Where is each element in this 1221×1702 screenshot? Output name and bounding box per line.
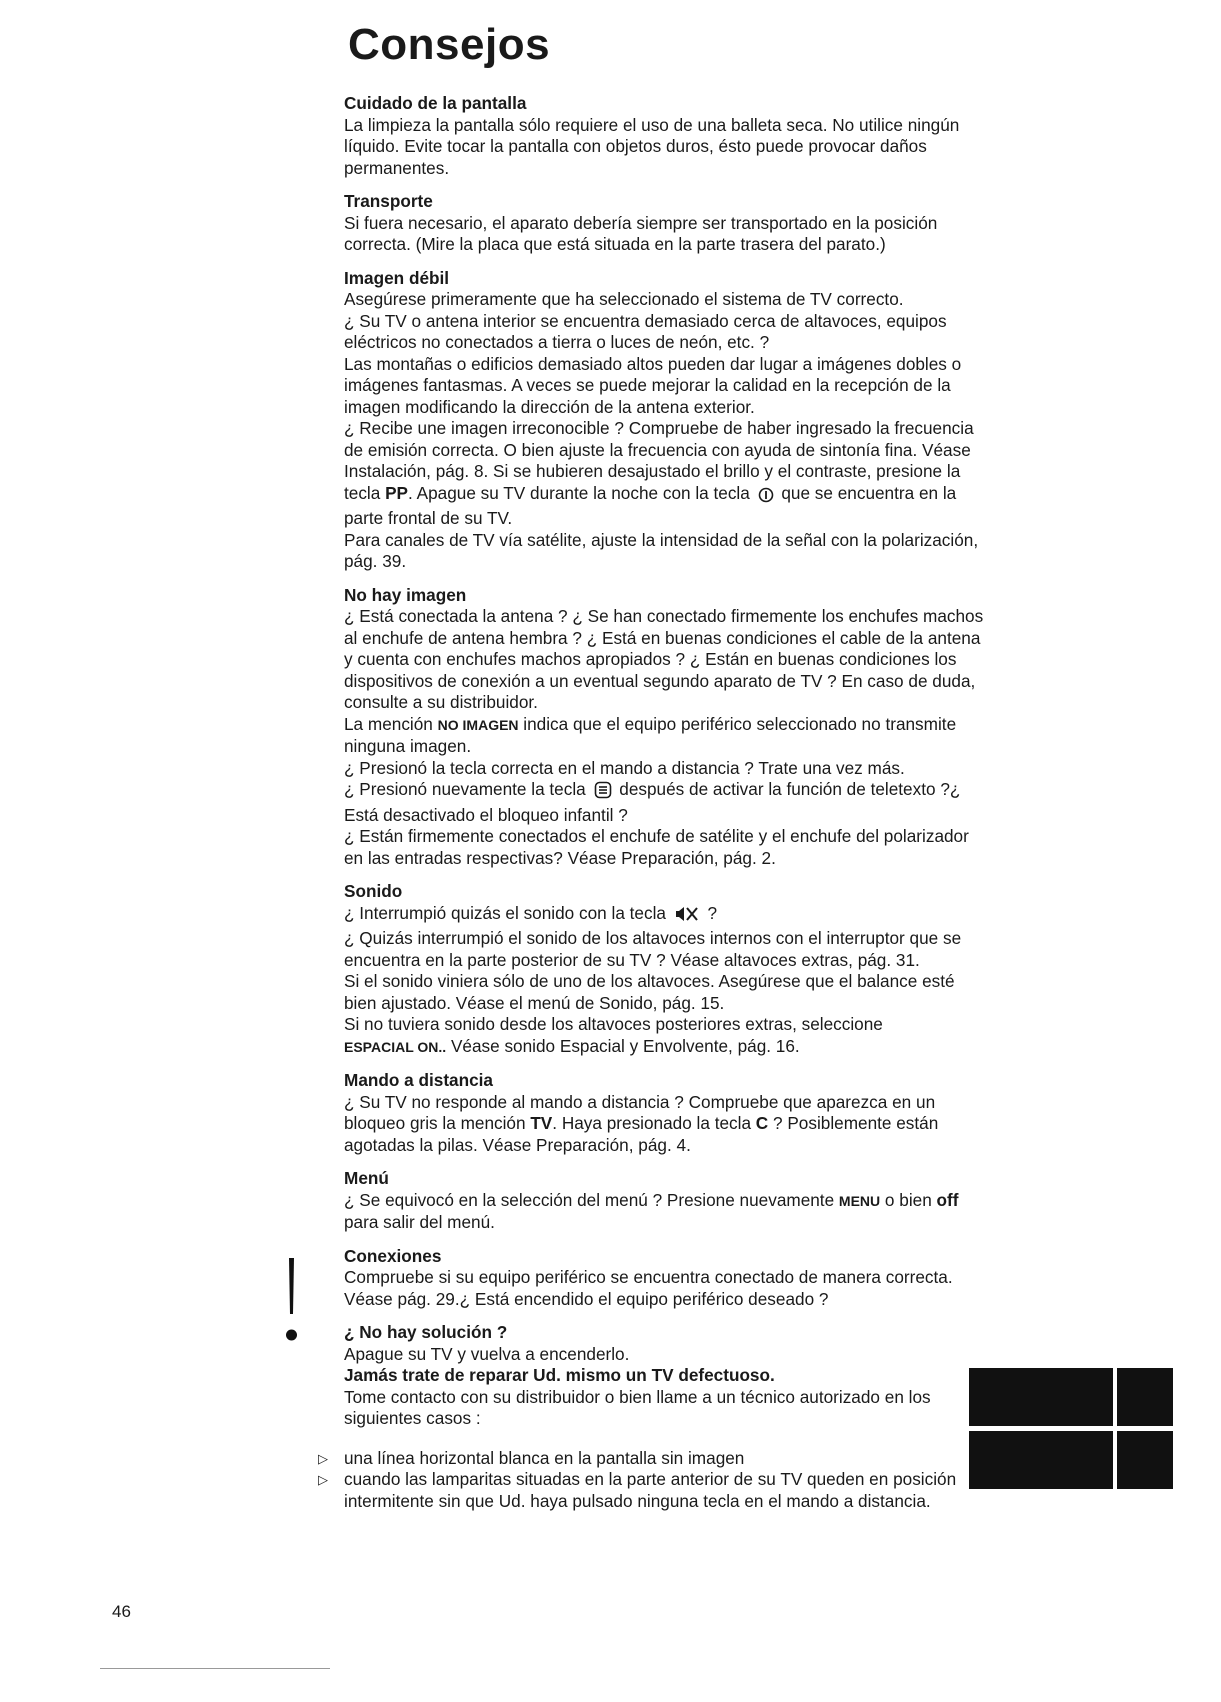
text-run: que se encuentra en la parte frontal de su TV. — [344, 482, 957, 528]
list-item-text: cuando las lamparitas situadas en la parte anterior de su TV queden en posición intermitente sin que Ud. haya pulsado ninguna tecla en el mando a distancia. — [344, 1469, 957, 1511]
section-text — [344, 1190, 984, 1234]
section-weak-image — [344, 268, 984, 573]
section-remote-control — [344, 1070, 984, 1156]
text-run: para salir del menú. — [344, 1212, 495, 1232]
text-run: o bien — [880, 1189, 937, 1210]
warning-text: Jamás trate de reparar Ud. mismo un TV defectuoso. — [344, 1365, 775, 1385]
section-no-image — [344, 585, 984, 870]
mute-icon — [674, 905, 700, 929]
section-heading: Imagen débil — [344, 267, 450, 288]
section-text — [344, 903, 984, 929]
text-run: ? Posiblemente están agotadas la pilas. Véase Preparación, pág. 4. — [344, 1113, 939, 1155]
section-tab-marker — [969, 1368, 1177, 1491]
menu-key-label: MENU — [838, 1192, 881, 1209]
exclamation-icon — [282, 1258, 302, 1347]
tips-content — [318, 93, 984, 1512]
bullet-list — [318, 1448, 984, 1513]
text-run: ¿ Se equivocó en la selección del menú ? Presione nuevamente — [344, 1189, 839, 1210]
section-no-solution — [344, 1322, 984, 1430]
c-key-label: C — [755, 1113, 769, 1133]
section-text — [344, 714, 984, 758]
section-text: ¿ Su TV o antena interior se encuentra demasiado cerca de altavoces, equipos eléctricos no conectados a tierra o luces de neón, etc. ? — [344, 310, 947, 352]
section-text: Para canales de TV vía satélite, ajuste la intensidad de la señal con la polarización, pág. 39. — [344, 529, 979, 571]
section-text — [344, 1036, 984, 1059]
section-heading: Menú — [344, 1168, 389, 1188]
triangle-bullet-icon: ▷ — [318, 1472, 328, 1487]
teletext-icon — [594, 781, 612, 805]
text-run: ¿ Su TV no responde al mando a distancia ? Compruebe que aparezca en un bloqueo gris la mención — [344, 1091, 936, 1133]
section-text: Apague su TV y vuelva a encenderlo. — [344, 1343, 630, 1364]
section-heading: Transporte — [344, 191, 433, 211]
text-run: ¿ Interrumpió quizás el sonido con la tecla — [344, 902, 671, 923]
pp-key-label: PP — [385, 482, 409, 503]
section-heading: Cuidado de la pantalla — [344, 93, 527, 113]
section-text: Si no tuviera sonido desde los altavoces posteriores extras, seleccione — [344, 1014, 883, 1034]
text-run: ? — [702, 902, 718, 923]
section-text: ¿ Está conectada la antena ? ¿ Se han conectado firmemente los enchufes machos al enchufe de antena hembra ? ¿ Está en buenas condiciones el cable de la antena y cuenta con enchufes machos apropiados ? ¿ Están en buenas condiciones los dispositivos de conexión a un eventual segundo aparato de TV ? En caso de duda, consulte a su distribuidor. — [344, 606, 984, 712]
section-text: Tome contacto con su distribuidor o bien llame a un técnico autorizado en los siguientes casos : — [344, 1386, 931, 1428]
section-text: ¿ Quizás interrumpió el sonido de los altavoces internos con el interruptor que se encuentra en la parte posterior de su TV ? Véase altavoces extras, pág. 31. — [344, 928, 962, 970]
section-heading: ¿ No hay solución ? — [344, 1322, 508, 1342]
section-text: Las montañas o edificios demasiado altos pueden dar lugar a imágenes dobles o imágenes fantasmas. A veces se puede mejorar la calidad en la recepción de la imagen modificando la dirección de la antena exterior. — [344, 353, 962, 417]
power-icon — [758, 487, 774, 509]
section-screen-care — [344, 93, 984, 179]
section-text: Si el sonido viniera sólo de uno de los altavoces. Asegúrese que el balance esté bien ajustado. Véase el menú de Sonido, pág. 15. — [344, 971, 955, 1013]
no-imagen-label: NO IMAGEN — [437, 716, 519, 733]
text-run: . Apague su TV durante la noche con la tecla — [408, 482, 755, 503]
text-run: después de activar la función de teletexto ?¿ Está desactivado el bloqueo infantil ? — [344, 779, 961, 825]
section-heading: Conexiones — [344, 1245, 442, 1266]
section-text: ¿ Presionó la tecla correcta en el mando a distancia ? Trate una vez más. — [344, 757, 905, 778]
list-item — [318, 1448, 984, 1470]
tv-label: TV — [530, 1113, 553, 1133]
section-text: La limpieza la pantalla sólo requiere el uso de una balleta seca. No utilice ningún líquido. Evite tocar la pantalla con objetos duros, ésto puede provocar daños permanentes. — [344, 114, 960, 178]
section-transport — [344, 191, 984, 256]
section-text: ¿ Están firmemente conectados el enchufe de satélite y el enchufe del polarizador en las entradas respectivas? Véase Preparación, pág. 2. — [344, 826, 969, 868]
text-run: . Haya presionado la tecla — [552, 1113, 756, 1133]
section-heading: Sonido — [344, 881, 403, 901]
text-run: ¿ Presionó nuevamente la tecla — [344, 779, 591, 799]
page-title: Consejos — [348, 20, 551, 69]
text-run: La mención — [344, 713, 438, 734]
page-number: 46 — [112, 1602, 131, 1621]
text-run: ¿ Recibe une imagen irreconocible ? Compruebe de haber ingresado la frecuencia de emisión correcta. O bien ajuste la frecuencia con ayuda de sintonía fina. Véase Instalación, pág. 8. Si se hubieren desajustado el brillo y el contraste, presione la tecla — [344, 418, 974, 503]
text-run: indica que el equipo periférico seleccionado no transmite ninguna imagen. — [344, 713, 957, 756]
section-text — [344, 1092, 984, 1157]
section-text: Si fuera necesario, el aparato debería siempre ser transportado en la posición correcta. (Mire la placa que está situada en la parte trasera del parato.) — [344, 212, 938, 254]
section-sound — [344, 881, 984, 1058]
divider — [100, 1668, 330, 1669]
espacial-on-label: ESPACIAL ON.. — [344, 1038, 447, 1055]
section-text: Asegúrese primeramente que ha seleccionado el sistema de TV correcto. — [344, 289, 904, 309]
section-heading: No hay imagen — [344, 584, 467, 605]
off-key-label: off — [936, 1189, 959, 1210]
section-text: Compruebe si su equipo periférico se encuentra conectado de manera correcta. Véase pág. 29.¿ Está encendido el equipo periférico deseado ? — [344, 1267, 953, 1309]
section-text — [344, 418, 984, 530]
section-menu — [344, 1168, 984, 1234]
list-item-text: una línea horizontal blanca en la pantalla sin imagen — [344, 1447, 745, 1468]
text-run: Véase sonido Espacial y Envolvente, pág. 16. — [446, 1035, 800, 1056]
section-connections — [344, 1246, 984, 1311]
section-text — [344, 779, 984, 826]
section-heading: Mando a distancia — [344, 1070, 493, 1090]
list-item — [318, 1469, 984, 1512]
triangle-bullet-icon: ▷ — [318, 1450, 328, 1466]
